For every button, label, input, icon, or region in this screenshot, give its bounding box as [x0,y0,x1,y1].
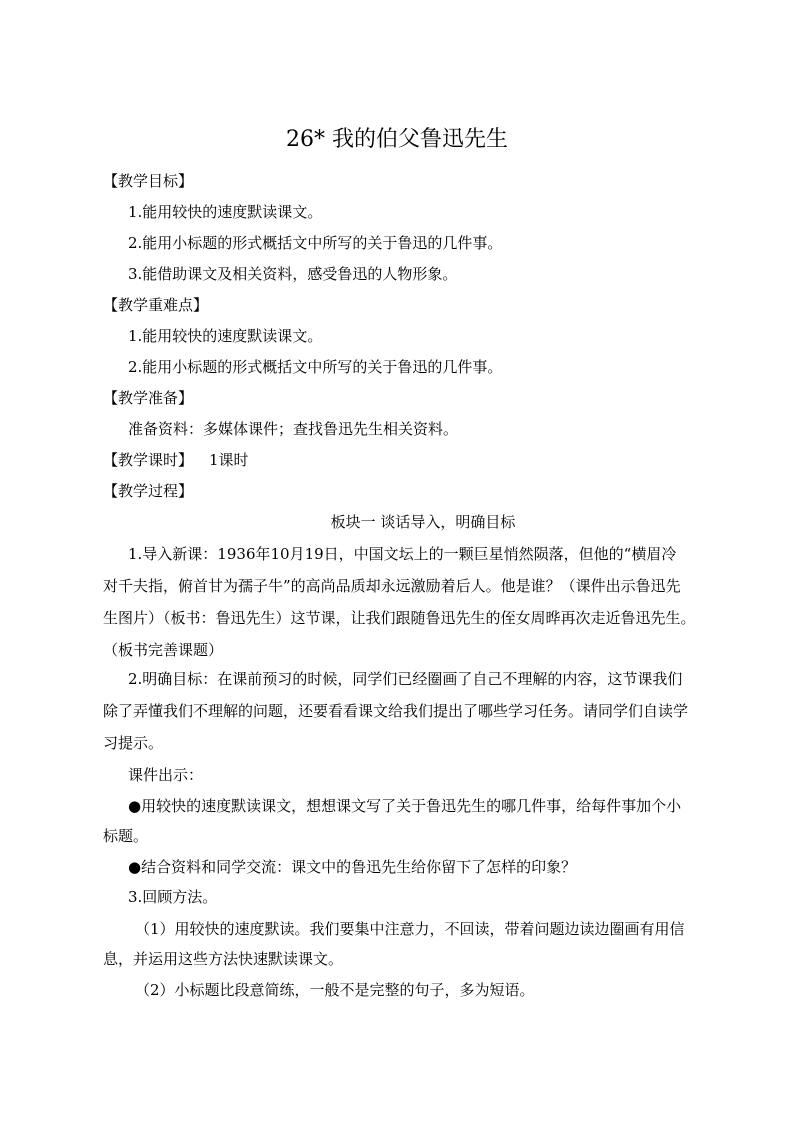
body-line: 1.导入新课：1936年10月19日，中国文坛上的一颗巨星悄然陨落，但他的“横眉冷 [128,545,677,563]
section-heading-hours [103,445,723,475]
body-line: （板书完善课题） [103,641,224,659]
body-line: 生图片）（板书：鲁迅先生）这节课，让我们跟随鲁迅先生的侄女周晔再次走近鲁迅先生。 [103,609,696,627]
goal-item: 1.能用较快的速度默读课文。 [128,203,323,221]
body-line: 习提示。 [103,734,164,752]
body-line: 3.回顾方法。 [128,888,218,906]
section-heading-key-points: 【教学重难点】 [103,296,209,314]
body-line: （2）小标题比段意简练，一般不是完整的句子，多为短语。 [135,981,535,999]
bullet-line: ●用较快的速度默读课文，想想课文写了关于鲁迅先生的哪几件事，给每件事加个小 [128,797,682,815]
section-heading-process: 【教学过程】 [103,482,194,500]
page-title: 26* 我的伯父鲁迅先生 [286,127,508,152]
goal-item: 3.能借助课文及相关资料，感受鲁迅的人物形象。 [128,265,458,283]
body-line: （1）用较快的速度默读。我们要集中注意力，不回读，带着问题边读边圈画有用信 [135,920,685,938]
body-line: 对千夫指，俯首甘为孺子牛”的高尚品质却永远激励着后人。他是谁？（课件出示鲁迅先 [103,577,681,595]
body-line: 标题。 [103,827,149,845]
bullet-line: ●结合资料和同学交流：课文中的鲁迅先生给你留下了怎样的印象？ [128,858,577,876]
key-point-item: 2.能用小标题的形式概括文中所写的关于鲁迅的几件事。 [128,358,503,376]
hours-value: 1课时 [209,451,249,469]
hours-heading-label: 【教学课时】 [103,451,194,469]
body-line: 课件出示： [128,766,204,784]
body-line: 息，并运用这些方法快速默读课文。 [103,950,344,968]
key-point-item: 1.能用较快的速度默读课文。 [128,327,323,345]
goal-item: 2.能用小标题的形式概括文中所写的关于鲁迅的几件事。 [128,234,503,252]
section-heading-prep: 【教学准备】 [103,389,194,407]
body-line: 除了弄懂我们不理解的问题，还要看看课文给我们提出了哪些学习任务。请同学们自读学 [103,702,689,720]
block-title: 板块一 谈话导入，明确目标 [330,513,516,531]
body-line: 2.明确目标：在课前预习的时候，同学们已经圈画了自己不理解的内容，这节课我们 [128,670,683,688]
prep-text: 准备资料：多媒体课件；查找鲁迅先生相关资料。 [128,420,459,438]
section-heading-goals: 【教学目标】 [103,172,194,190]
